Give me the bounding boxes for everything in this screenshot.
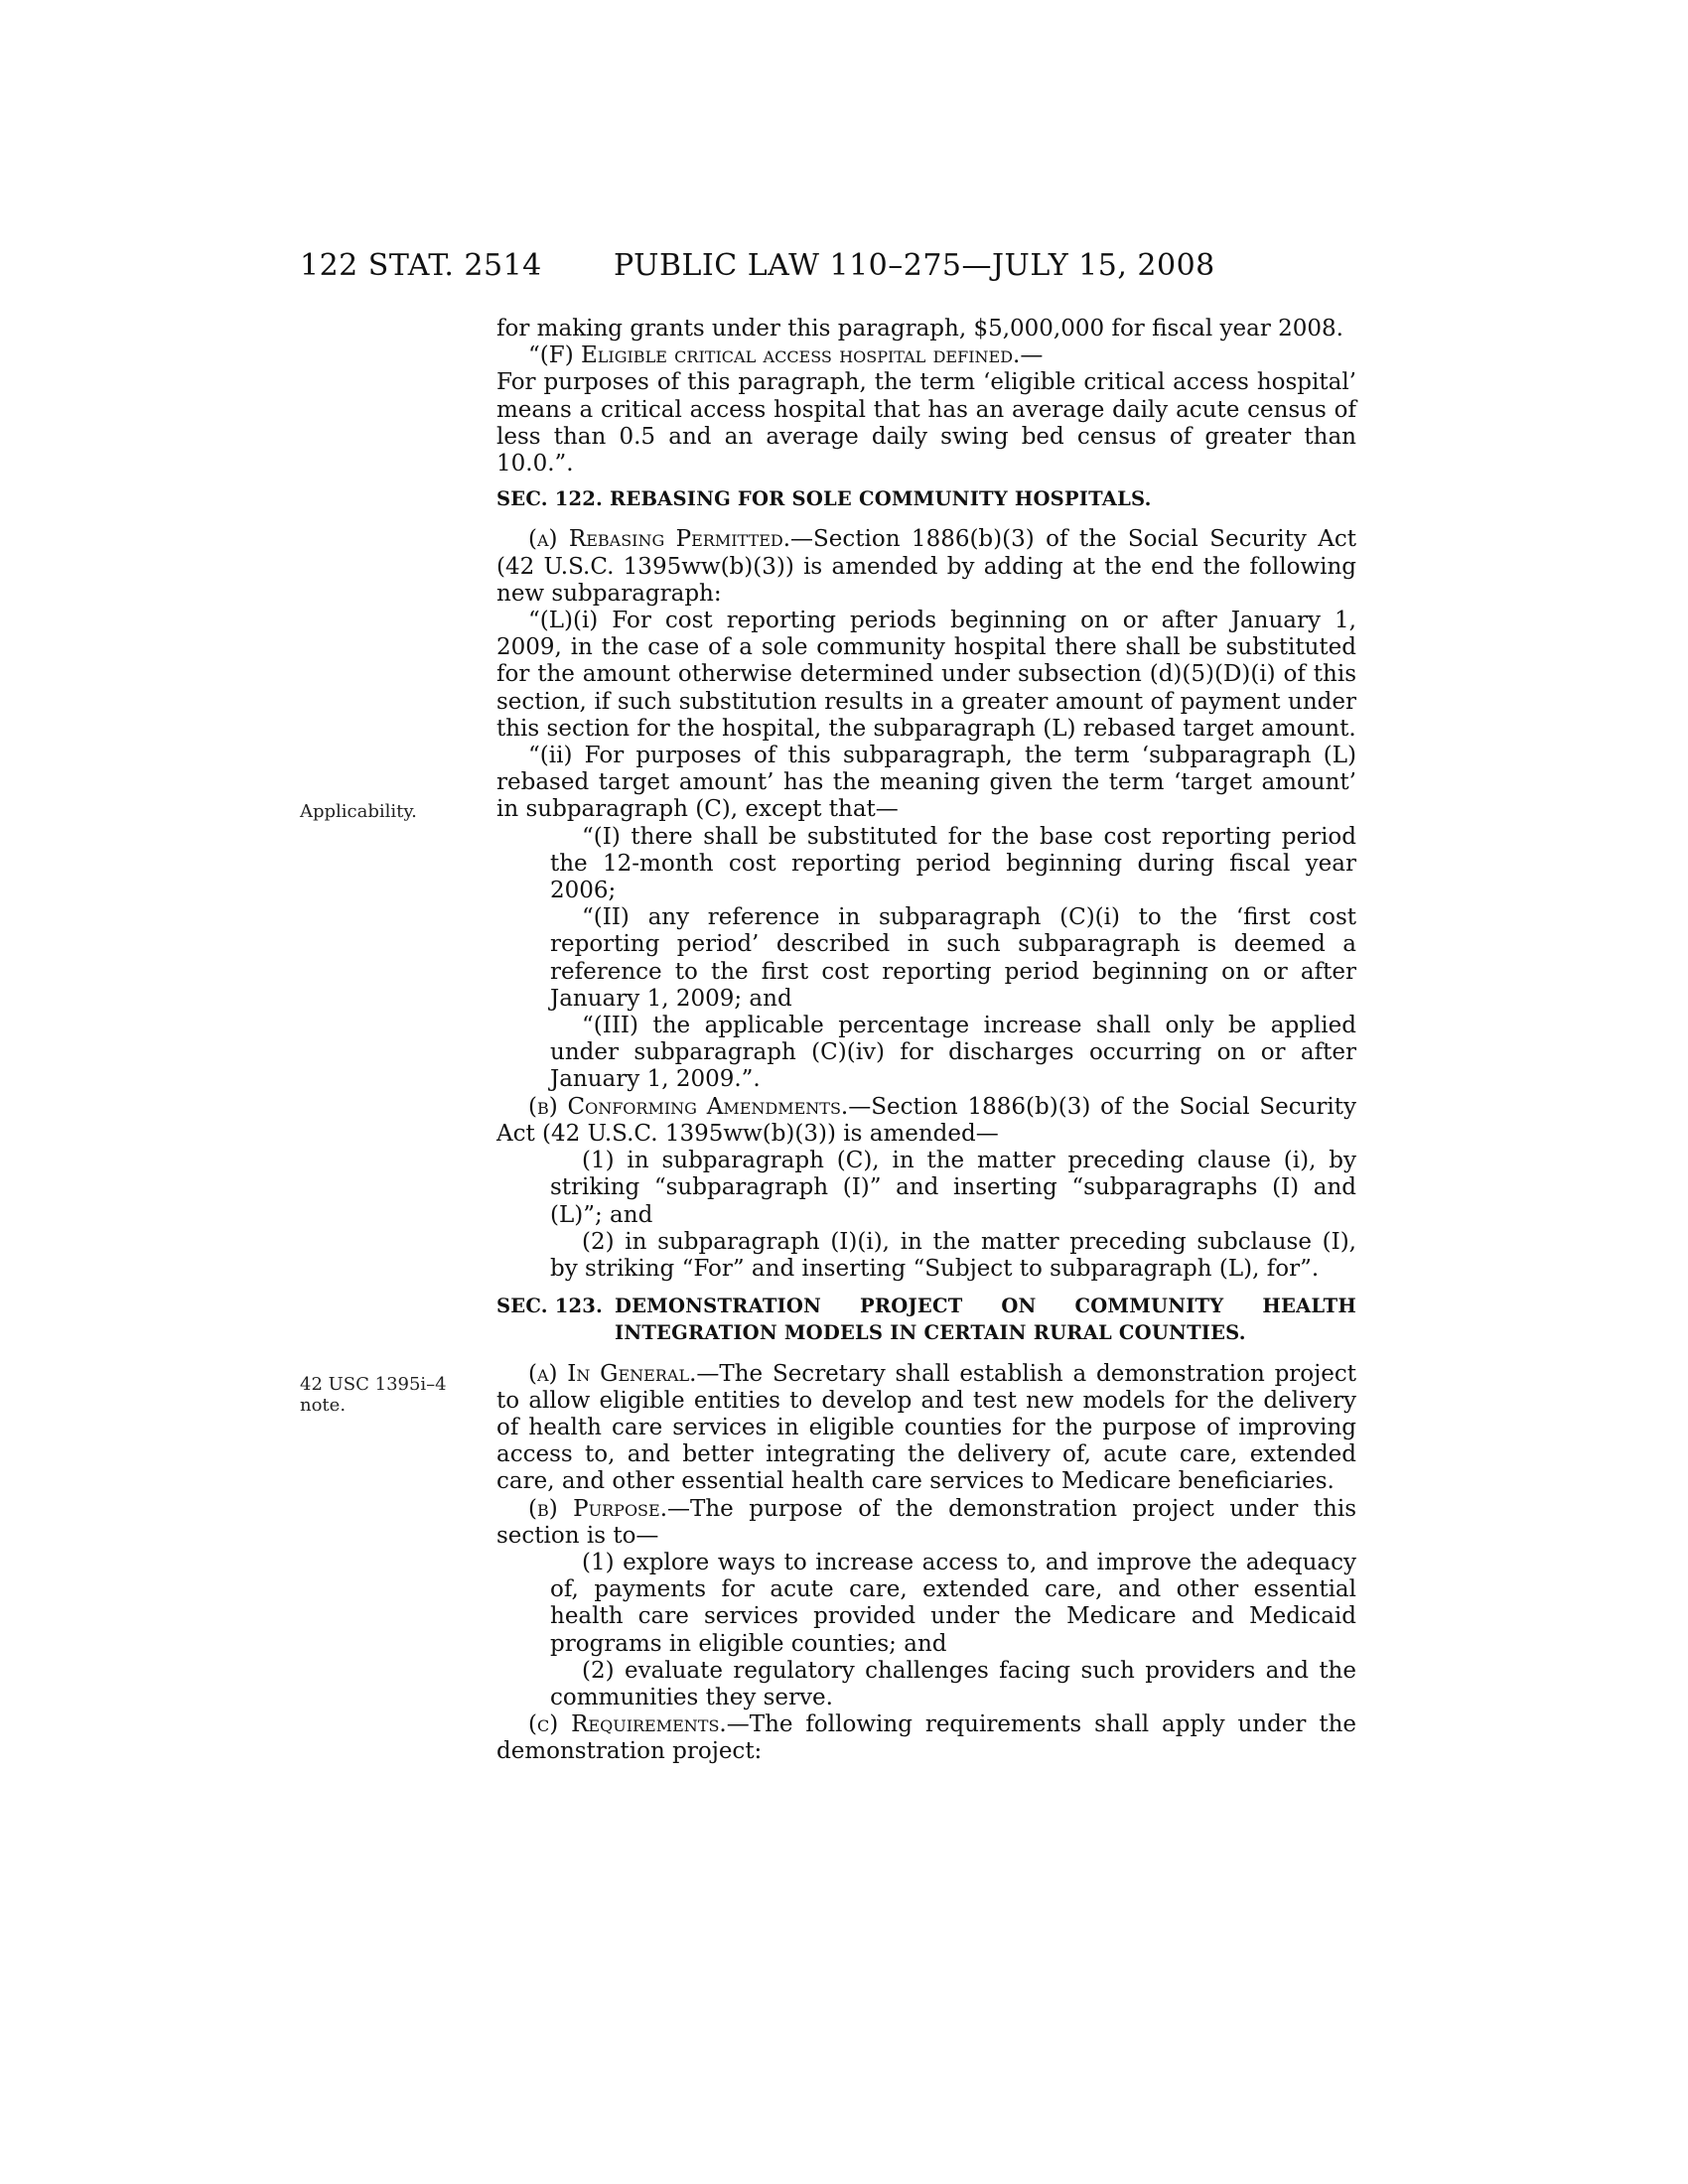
section-122-heading: SEC. 122. REBASING FOR SOLE COMMUNITY HOSPITALS. [496, 487, 1152, 511]
margin-note-usc-line1: 42 USC 1395i–4 [300, 1374, 447, 1395]
section-122-b [496, 1094, 1356, 1148]
section-123-b-2: (2) evaluate regulatory challenges facing such providers and the communities they serve. [550, 1657, 1356, 1710]
section-123-b-1: (1) explore ways to increase access to, and improve the adequacy of, payments for acute care, extended care, and other essential health care services provided under the Medicare and Medicaid programs in eligible counties; and [550, 1549, 1356, 1657]
paragraph-continued: for making grants under this paragraph, $5,000,000 for fiscal year 2008. [496, 316, 1343, 341]
section-123-a [496, 1361, 1356, 1496]
section-123-heading [496, 1293, 1356, 1346]
section-122-b-label: (b) Conforming Amendments. [528, 1093, 849, 1120]
text-column [496, 316, 1356, 1766]
margin-note-applicability: Applicability. [300, 801, 417, 822]
subparagraph-l-i: “(L)(i) For cost reporting periods beginning on or after January 1, 2009, in the case of a sole community hospital there shall be substituted for the amount otherwise determined under subsection (d)(5)(D)(i) of this section, if such substitution results in a greater amount of payment under this section for the hospital, the subparagraph (L) rebased target amount. [496, 608, 1356, 742]
section-123-c-text: —The following requirements shall apply under the demonstration project: [496, 1711, 1356, 1765]
section-123-b-label: (b) Purpose. [528, 1495, 668, 1522]
section-123-a-text: —The Secretary shall establish a demonstration project to allow eligible entities to develop and test new models for the delivery of health care services in eligible counties for the purpose of improving access to, and better integrating the delivery of, acute care, extended care, and other essential health care services to Medicare beneficiaries. [496, 1360, 1356, 1495]
subclause-i: “(I) there shall be substituted for the base cost reporting period the 12-month cost reporting period beginning during fiscal year 2006; [550, 823, 1356, 904]
section-122-b-text: —Section 1886(b)(3) of the Social Security Act (42 U.S.C. 1395ww(b)(3)) is amended— [496, 1093, 1356, 1147]
section-122-b-2: (2) in subparagraph (I)(i), in the matter preceding subclause (I), by striking “For” and inserting “Subject to subparagraph (L), for”. [550, 1228, 1356, 1282]
page-number: 122 STAT. 2514 [300, 248, 542, 283]
section-122-a-label: (a) Rebasing Permitted. [528, 526, 791, 553]
section-123-c-label: (c) Requirements. [528, 1711, 727, 1738]
section-123-a-label: (a) In General. [528, 1360, 697, 1387]
margin-note-usc [300, 1374, 447, 1416]
section-123-label: SEC. 123. [496, 1295, 603, 1318]
subclause-ii: “(II) any reference in subparagraph (C)(i) to the ‘first cost reporting period’ described in such subparagraph is deemed a reference to the first cost reporting period beginning on or after January 1, 2009; and [550, 904, 1356, 1012]
section-122-a-text: —Section 1886(b)(3) of the Social Security Act (42 U.S.C. 1395ww(b)(3)) is amended by adding at the end the following new subparagraph: [496, 526, 1356, 607]
section-122-b-1: (1) in subparagraph (C), in the matter preceding clause (i), by striking “subparagraph (I)” and inserting “subparagraphs (I) and (L)”; and [550, 1148, 1356, 1228]
section-123-title: DEMONSTRATION PROJECT ON COMMUNITY HEALTH INTEGRATION MODELS IN CERTAIN RURAL COUNTIES. [615, 1295, 1356, 1345]
section-122-a [496, 526, 1356, 608]
margin-note-usc-line2: note. [300, 1395, 347, 1416]
subclause-iii: “(III) the applicable percentage increase shall only be applied under subparagraph (C)(iv) for discharges occurring on or after January 1, 2009.”. [550, 1013, 1356, 1093]
section-123-b [496, 1496, 1356, 1550]
paragraph-f-text: For purposes of this paragraph, the term ‘eligible critical access hospital’ means a critical access hospital that has an average daily acute census of less than 0.5 and an average daily swing bed census of greater than 10.0.”. [496, 369, 1356, 478]
section-123-b-text: —The purpose of the demonstration project under this section is to— [496, 1495, 1356, 1549]
paragraph-f-heading: “(F) Eligible critical access hospital defined.— [528, 342, 1044, 369]
subparagraph-l-ii: “(ii) For purposes of this subparagraph, the term ‘subparagraph (L) rebased target amount’ has the meaning given the term ‘target amount’ in subparagraph (C), except that— [496, 743, 1356, 823]
section-123-c [496, 1711, 1356, 1765]
paragraph-f [496, 342, 1356, 369]
running-head: PUBLIC LAW 110–275—JULY 15, 2008 [614, 248, 1215, 283]
